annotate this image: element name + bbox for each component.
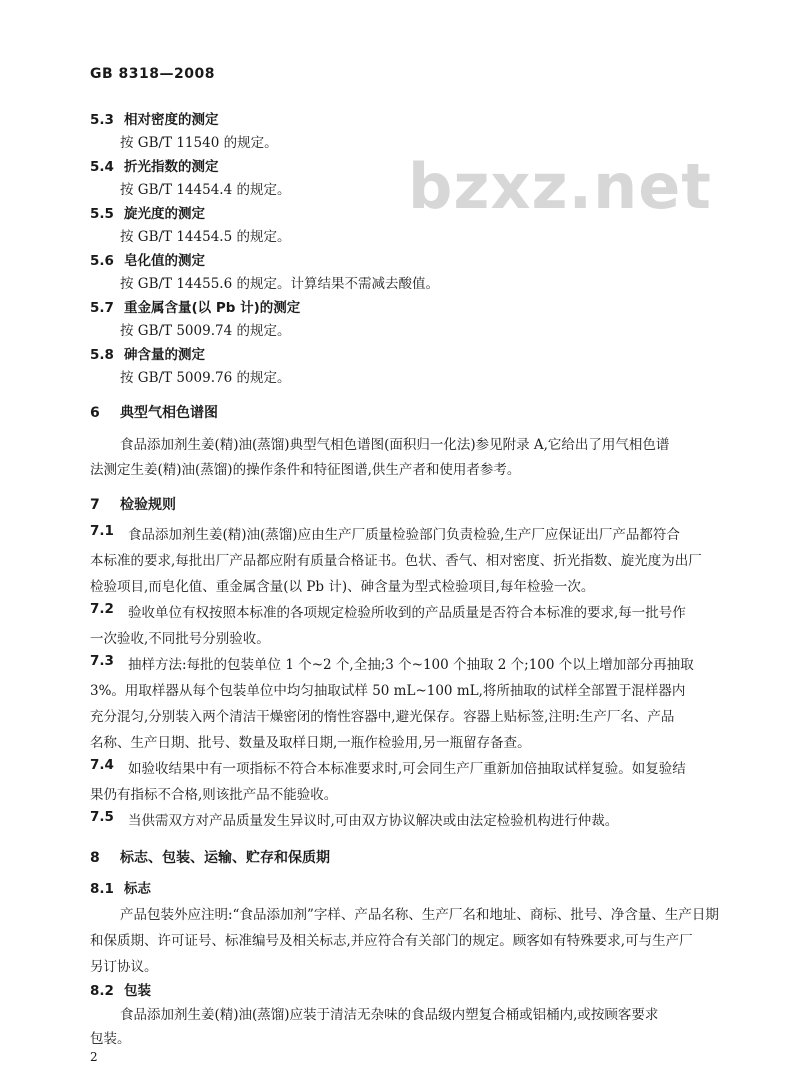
clause-7-2-line-1: 验收单位有权按照本标准的各项规定检验所收到的产品质量是否符合本标准的要求,每一批号作 [128,605,686,621]
section-5-4-body: 按 GB/T 14454.4 的规定。 [120,182,291,198]
watermark: bzxz.net [408,150,712,223]
section-8-2-line-1: 食品添加剂生姜(精)油(蒸馏)应装于清洁无杂味的食品级内塑复合桶或铝桶内,或按顾客要求 [120,1007,659,1023]
section-6-heading: 6 典型气相色谱图 [90,405,218,421]
clause-7-3-line-2: 3%。用取样器从每个包装单位中均匀抽取试样 50 mL~100 mL,将所抽取的试样全部置于混样器内 [90,683,686,699]
clause-7-4-number: 7.4 [90,757,114,773]
section-8-2-heading: 8.2 包装 [90,983,151,999]
section-5-5-body: 按 GB/T 14454.5 的规定。 [120,229,291,245]
section-5-8-heading: 5.8 砷含量的测定 [90,347,205,363]
clause-7-1-line-2: 本标准的要求,每批出厂产品都应附有质量合格证书。色状、香气、相对密度、折光指数、旋光度为出厂 [90,553,702,569]
clause-7-3-line-1: 抽样方法:每批的包装单位 1 个~2 个,全抽;3 个~100 个抽取 2 个;100 个以上增加部分再抽取 [128,657,694,673]
section-5-8-body: 按 GB/T 5009.76 的规定。 [120,370,291,386]
section-7-heading: 7 检验规则 [90,497,176,513]
section-6-line-1: 食品添加剂生姜(精)油(蒸馏)典型气相色谱图(面积归一化法)参见附录 A,它给出了用气相色谱 [120,437,670,453]
clause-7-3-number: 7.3 [90,653,114,669]
section-5-7-body: 按 GB/T 5009.74 的规定。 [120,323,291,339]
section-8-1-heading: 8.1 标志 [90,881,151,897]
section-5-5-heading: 5.5 旋光度的测定 [90,206,205,222]
section-5-3-body: 按 GB/T 11540 的规定。 [120,135,278,151]
section-8-1-line-1: 产品包装外应注明:“食品添加剂”字样、产品名称、生产厂名和地址、商标、批号、净含量、生产日期 [120,907,719,923]
section-8-1-line-2: 和保质期、许可证号、标准编号及相关标志,并应符合有关部门的规定。顾客如有特殊要求,可与生产厂 [90,933,693,949]
section-8-heading: 8 标志、包装、运输、贮存和保质期 [90,850,330,866]
clause-7-2-line-2: 一次验收,不同批号分别验收。 [90,631,270,647]
clause-7-4-line-2: 果仍有指标不合格,则该批产品不能验收。 [90,787,338,803]
section-5-4-heading: 5.4 折光指数的测定 [90,159,219,175]
section-8-2-line-2: 包装。 [90,1031,131,1047]
clause-7-3-line-4: 名称、生产日期、批号、数量及取样日期,一瓶作检验用,另一瓶留存备查。 [90,735,531,751]
clause-7-5-number: 7.5 [90,809,114,825]
section-6-line-2: 法测定生姜(精)油(蒸馏)的操作条件和特征图谱,供生产者和使用者参考。 [90,462,521,478]
clause-7-1-number: 7.1 [90,523,114,539]
section-5-7-heading: 5.7 重金属含量(以 Pb 计)的测定 [90,300,301,316]
clause-7-1-line-1: 食品添加剂生姜(精)油(蒸馏)应由生产厂质量检验部门负责检验,生产厂应保证出厂产品都符合 [128,527,680,543]
page-number: 2 [90,1050,98,1064]
clause-7-3-line-3: 充分混匀,分别装入两个清洁干燥密闭的惰性容器中,避光保存。容器上贴标签,注明:生产厂名、产品 [90,709,675,725]
section-5-3-heading: 5.3 相对密度的测定 [90,112,219,128]
section-5-6-body: 按 GB/T 14455.6 的规定。计算结果不需减去酸值。 [120,276,439,292]
standard-header: GB 8318—2008 [90,66,215,82]
clause-7-4-line-1: 如验收结果中有一项指标不符合本标准要求时,可会同生产厂重新加倍抽取试样复验。如复验结 [128,761,686,777]
clause-7-2-number: 7.2 [90,601,114,617]
clause-7-5-line-1: 当供需双方对产品质量发生异议时,可由双方协议解决或由法定检验机构进行仲裁。 [128,813,619,829]
section-5-6-heading: 5.6 皂化值的测定 [90,253,205,269]
clause-7-1-line-3: 检验项目,而皂化值、重金属含量(以 Pb 计)、砷含量为型式检验项目,每年检验一次。 [90,579,595,595]
section-8-1-line-3: 另订协议。 [90,959,158,975]
